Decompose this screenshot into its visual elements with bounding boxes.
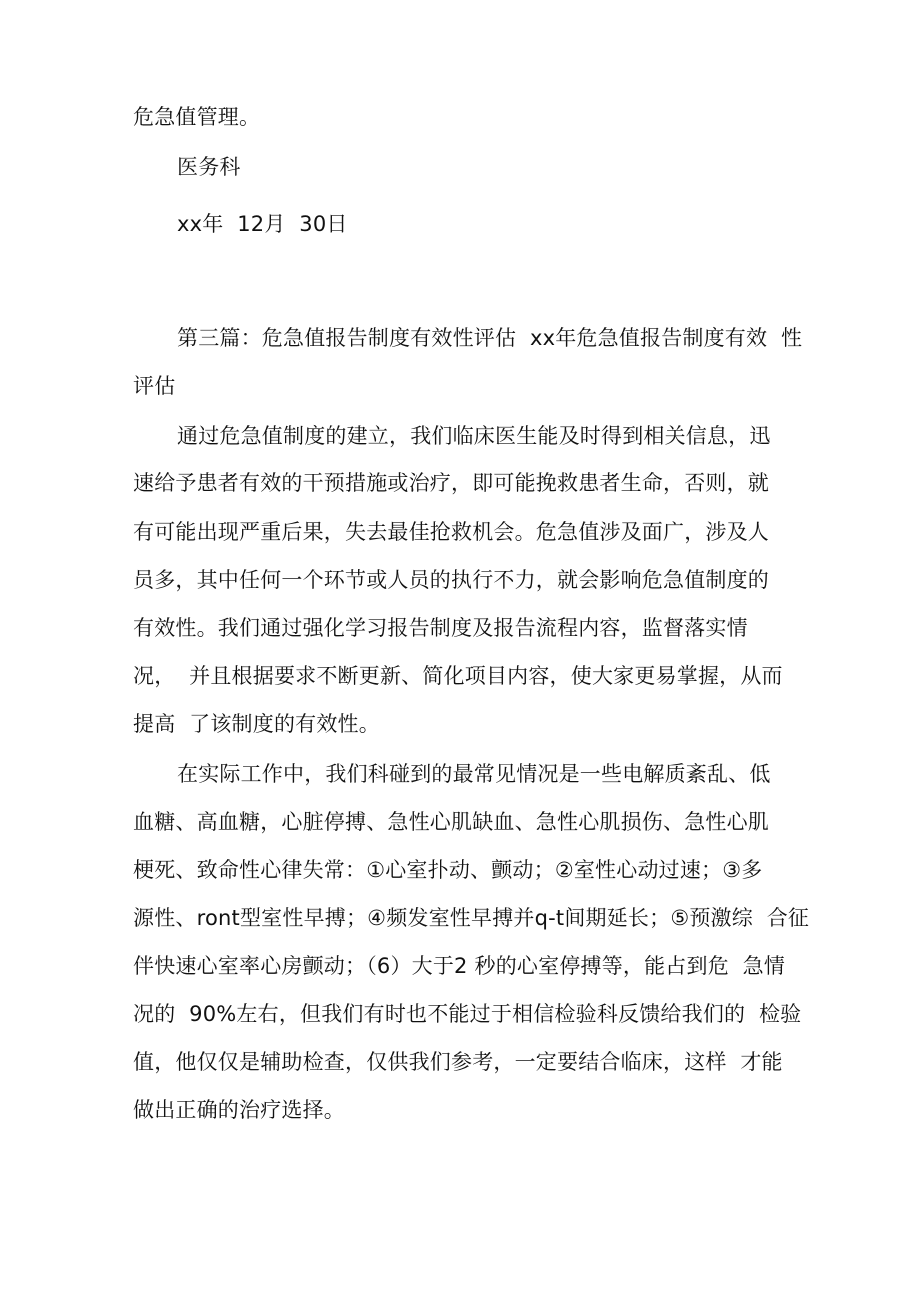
paragraph-2-line-1: 在实际工作中，我们科碰到的最常见情况是一些电解质紊乱、低 bbox=[177, 762, 771, 786]
paragraph-1-line-4: 员多，其中任何一个环节或人员的执行不力，就会影响危急值制度的 bbox=[133, 568, 769, 592]
paragraph-1-line-3: 有可能出现严重后果，失去最佳抢救机会。危急值涉及面广，涉及人 bbox=[133, 520, 769, 544]
text-line-1: 危急值管理。 bbox=[133, 105, 261, 129]
section-title-line-1: 第三篇：危急值报告制度有效性评估 xx年危急值报告制度有效 性 bbox=[177, 326, 803, 350]
department-signature: 医务科 bbox=[177, 155, 241, 179]
paragraph-1-line-6: 况， 并且根据要求不断更新、简化项目内容，使大家更易掌握，从而 bbox=[133, 664, 783, 688]
paragraph-2-line-7: 值，他仅仅是辅助检查，仅供我们参考，一定要结合临床，这样 才能 bbox=[133, 1050, 783, 1074]
paragraph-2-line-4: 源性、ront型室性早搏；④频发室性早搏并q-t间期延长；⑤预激综 合征 bbox=[133, 906, 810, 930]
paragraph-2-line-8: 做出正确的治疗选择。 bbox=[133, 1098, 345, 1122]
paragraph-1-line-5: 有效性。我们通过强化学习报告制度及报告流程内容，监督落实情 bbox=[133, 616, 748, 640]
paragraph-2-line-6: 况的 90%左右，但我们有时也不能过于相信检验科反馈给我们的 检验 bbox=[133, 1002, 802, 1026]
paragraph-1-line-7: 提高 了该制度的有效性。 bbox=[133, 712, 380, 736]
paragraph-2-line-3: 梗死、致命性心律失常：①心室扑动、颤动；②室性心动过速；③多 bbox=[133, 858, 763, 882]
paragraph-1-line-2: 速给予患者有效的干预措施或治疗，即可能挽救患者生命，否则，就 bbox=[133, 471, 769, 495]
paragraph-2-line-5: 伴快速心室率心房颤动；（6）大于2 秒的心室停搏等，能占到危 急情 bbox=[133, 954, 786, 978]
paragraph-1-line-1: 通过危急值制度的建立，我们临床医生能及时得到相关信息，迅 bbox=[177, 424, 771, 448]
date-line: xx年 12月 30日 bbox=[177, 212, 348, 236]
paragraph-2-line-2: 血糖、高血糖，心脏停搏、急性心肌缺血、急性心肌损伤、急性心肌 bbox=[133, 810, 769, 834]
section-title-line-2: 评估 bbox=[133, 374, 176, 398]
